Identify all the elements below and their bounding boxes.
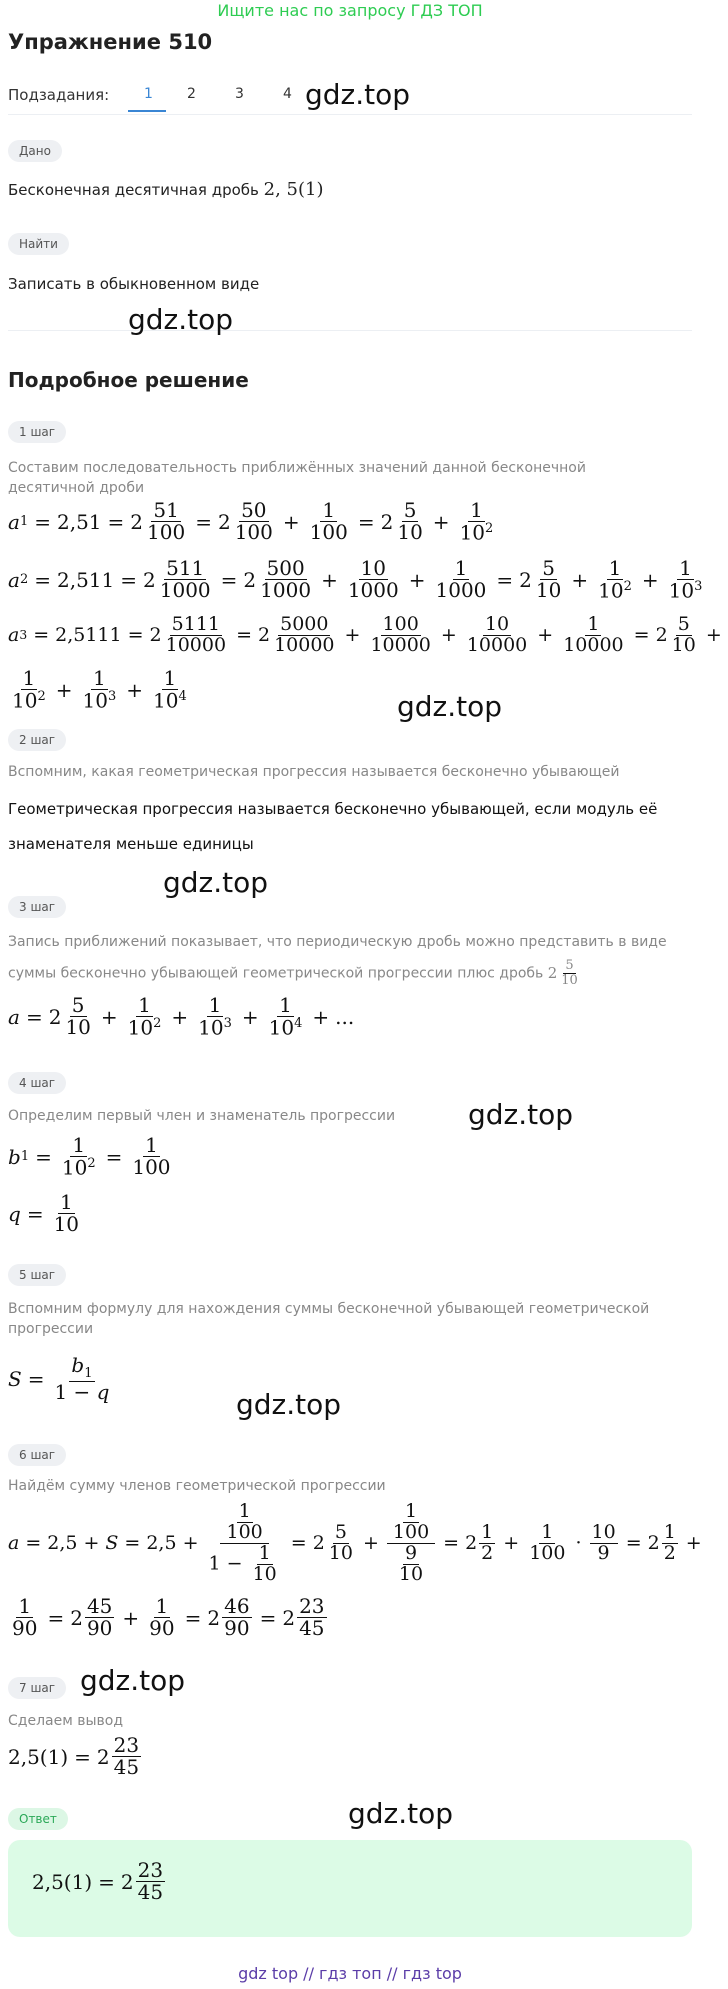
watermark: gdz.top	[236, 1388, 342, 1421]
formula-a-sum-cont: $\frac{1}{90}$ = 2 $\frac{45}{90}$ + $\frac{1}{90}$ = 2 $\frac{46}{90}$ = 2 $\frac{23}{45}$	[12, 1594, 325, 1640]
watermark: gdz.top	[397, 690, 503, 723]
formula-a3-cont: 1 $10^2$ + $\frac{1}{10^3}$ + $\frac{1}{10^4}$	[12, 666, 187, 713]
search-banner[interactable]: Ищите нас по запросу ГДЗ ТОП	[217, 1, 483, 20]
given-value: 2, 5(1)	[263, 179, 324, 200]
step-3-chip: 3 шаг	[8, 896, 66, 918]
active-tab-indicator	[128, 110, 166, 112]
step-3-note-text: Запись приближений показывает, что периодическую дробь можно представить в виде суммы бесконечно убывающей геометрической прогрессии плюс дробь	[8, 934, 667, 982]
watermark: gdz.top	[128, 303, 234, 336]
formula-a2: a 2 = 2,511 = 2 $\frac{511}{1000}$ = 2 $\frac{500}{1000}$ + $\frac{10}{1000}$ + $\frac{1}{1000}$ = 2 $\frac{5}{10}$ + $\frac{1}{10^2}$ + $\frac{1}{10^3}$	[8, 556, 703, 603]
subtasks-label: Подзадания:	[8, 86, 110, 104]
divider	[8, 114, 692, 115]
formula-sum: S = $\frac{b_1}{1 - q}$	[8, 1353, 110, 1404]
step-4-note: Определим первый член и знаменатель прогрессии	[8, 1108, 396, 1124]
watermark: gdz.top	[305, 78, 411, 111]
formula-a-sum: a = 2,5 + S = 2,5 + $\frac{1}{100}$ 1 − $\frac{1}{10}$ = 2 $\frac{5}{10}$ + $\frac{\frac{1}{100}}{\frac{9}{10}}$ = 2 $\frac{1}{2}$ + $\frac{1}{100}$ · $\frac{10}{9}$ = 2 $\frac{1}{2}$ +	[8, 1500, 702, 1585]
answer-formula: 2,5(1) = 2 $\frac{23}{45}$	[32, 1858, 164, 1904]
given-chip: Дано	[8, 140, 62, 162]
step-6-note: Найдём сумму членов геометрической прогрессии	[8, 1478, 386, 1494]
solution-title: Подробное решение	[8, 368, 249, 392]
step-2-rule: Геометрическая прогрессия называется бесконечно убывающей, если модуль её знаменателя меньше единицы	[8, 800, 658, 853]
formula-a-series: a = 2 $\frac{5}{10}$ + $\frac{1}{10^2}$ + $\frac{1}{10^3}$ + $\frac{1}{10^4}$ + ...	[8, 993, 355, 1040]
watermark: gdz.top	[80, 1664, 186, 1697]
watermark: gdz.top	[468, 1098, 574, 1131]
footer-links[interactable]: gdz top // гдз топ // гдз top	[238, 1964, 462, 1983]
tab-subtask-4[interactable]: 4	[283, 86, 292, 102]
step-1-note: Составим последовательность приближённых значений данной бесконечной десятичной дроби	[8, 460, 586, 496]
tab-subtask-3[interactable]: 3	[235, 86, 244, 102]
step-2-chip: 2 шаг	[8, 729, 66, 751]
formula-q: q = $\frac{1}{10}$	[8, 1190, 80, 1236]
tab-subtask-2[interactable]: 2	[187, 86, 196, 102]
formula-a1: a 1 = 2,51 = 2 $\frac{51}{100}$ = 2 $\frac{50}{100}$ + $\frac{1}{100}$ = 2 $\frac{5}{10}$ + $\frac{1}{10^2}$	[8, 498, 494, 545]
answer-chip: Ответ	[8, 1808, 68, 1830]
page-title: Упражнение 510	[8, 30, 213, 54]
tab-subtask-1[interactable]: 1	[144, 86, 153, 102]
formula-conclusion: 2,5(1) = 2 $\frac{23}{45}$	[8, 1733, 140, 1779]
given-text-label: Бесконечная десятичная дробь	[8, 181, 259, 199]
step-7-note: Сделаем вывод	[8, 1713, 124, 1729]
formula-a3: a 3 = 2,5111 = 2 $\frac{5111}{10000}$ = 2 $\frac{5000}{10000}$ + $\frac{100}{10000}$ + $\frac{10}{10000}$ + $\frac{1}{10000}$ = 2 $\frac{5}{10}$ +	[8, 613, 722, 656]
step-5-chip: 5 шаг	[8, 1264, 66, 1286]
step-3-note: Запись приближений показывает, что периодическую дробь можно представить в виде суммы бесконечно убывающей геометрической прогрессии плюс дробь 2 5 10	[8, 934, 667, 988]
formula-b1: b 1 = $\frac{1}{10^2}$ = $\frac{1}{100}$	[8, 1133, 171, 1180]
step-6-chip: 6 шаг	[8, 1444, 66, 1466]
step-5-note: Вспомним формулу для нахождения суммы бесконечной убывающей геометрической прогрессии	[8, 1301, 650, 1337]
step-1-chip: 1 шаг	[8, 421, 66, 443]
find-text: Записать в обыкновенном виде	[8, 275, 260, 293]
step-2-note: Вспомним, какая геометрическая прогрессия называется бесконечно убывающей	[8, 764, 620, 780]
given-text	[8, 180, 324, 200]
step-4-chip: 4 шаг	[8, 1072, 66, 1094]
watermark: gdz.top	[163, 866, 269, 899]
divider	[8, 330, 692, 331]
step-7-chip: 7 шаг	[8, 1677, 66, 1699]
watermark: gdz.top	[348, 1797, 454, 1830]
find-chip: Найти	[8, 233, 69, 255]
